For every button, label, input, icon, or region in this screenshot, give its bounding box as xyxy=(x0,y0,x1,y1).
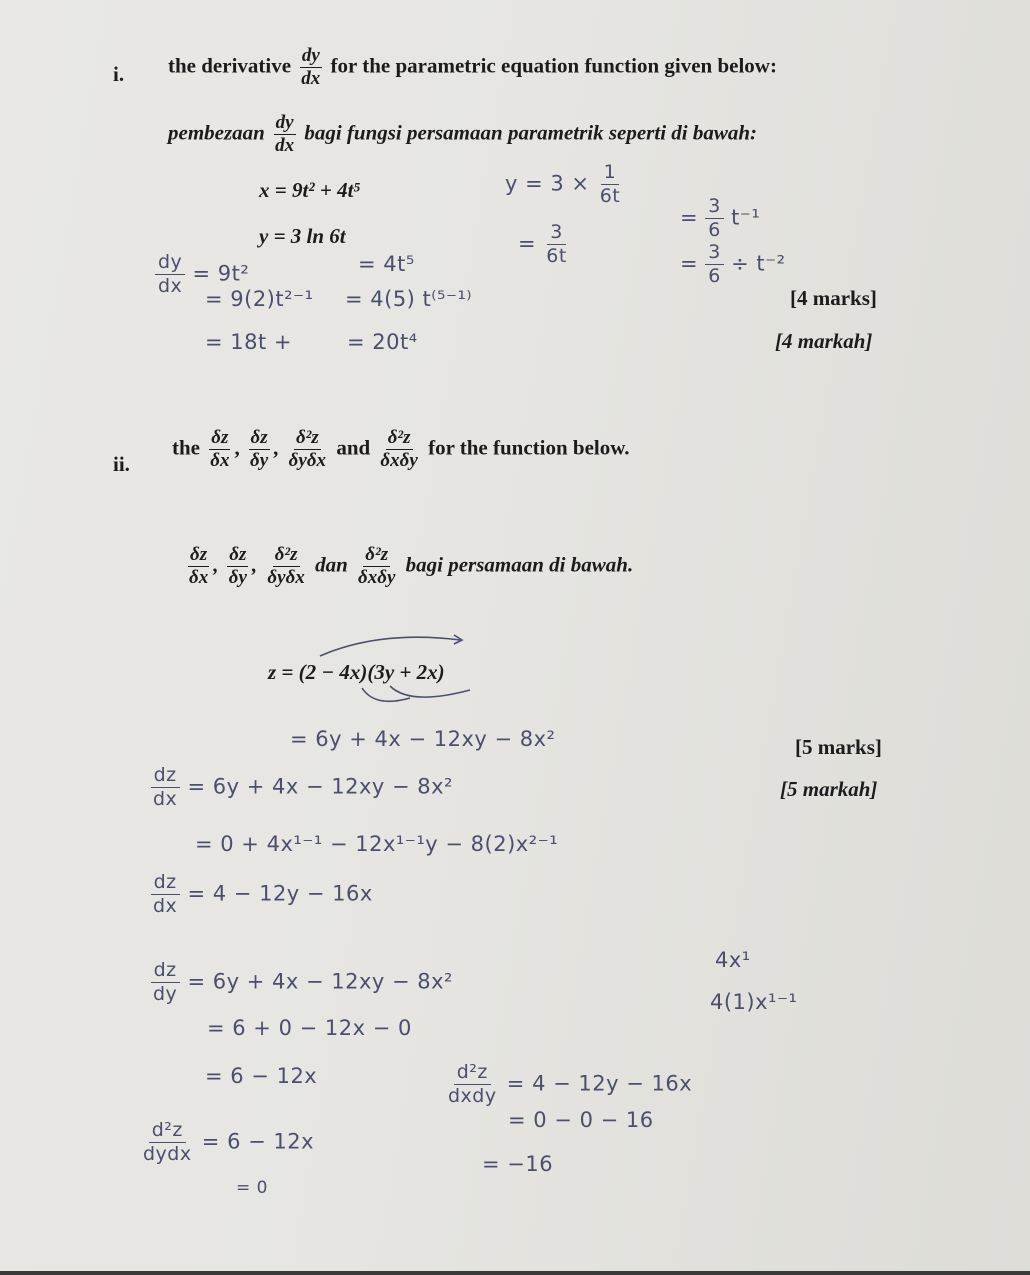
hw-y-step-t2: = $\frac{3}{6}$ ÷ t⁻² xyxy=(680,241,786,287)
question-2-malay-prompt: $\frac{\delta z}{\delta x}$ , $\frac{\delta z}{\delta y}$ , $\frac{\text{δ²z}}{\text{δyδx}}$ dan $\frac{\text{δ²z}}{\text{δxδy}}$ bagi persamaan di bawah. xyxy=(189,544,634,588)
question-1-prompt xyxy=(168,46,777,89)
q2-marks: [5 marks] xyxy=(795,735,882,759)
hw-dzdy-line1: $\frac{dz}{dy}$ = 6y + 4x − 12xy − 8x² xyxy=(150,960,453,1005)
q1-prompt-before: the derivative xyxy=(168,53,292,78)
hw-d1b: = 4t⁵ xyxy=(358,252,415,276)
hw-dzdy-line2: = 6 + 0 − 12x − 0 xyxy=(207,1016,412,1040)
hw-side-note-2: 4(1)x¹⁻¹ xyxy=(710,990,798,1014)
q2-markah: [5 markah] xyxy=(780,777,878,801)
hw-d2z-dxdy-line2: = 0 − 0 − 16 xyxy=(508,1108,654,1132)
question-1-number: i. xyxy=(113,62,125,86)
hw-y-step-2: = $\frac{3}{6t}$ xyxy=(518,221,567,267)
hw-dzdy-result: = 6 − 12x xyxy=(205,1064,318,1088)
dy-dx-fraction-malay: $\frac{dy}{dx}$ xyxy=(275,112,295,156)
dz-dy-fraction: $\frac{\delta z}{\delta y}$ xyxy=(249,427,269,471)
hw-y-step-t1: = $\frac{3}{6}$ t⁻¹ xyxy=(680,195,761,241)
q1-malay-before: pembezaan xyxy=(168,120,265,145)
hw-d2z-dydx-result: = 0 xyxy=(236,1178,268,1198)
q1-malay-after: bagi fungsi persamaan parametrik seperti di bawah: xyxy=(304,120,758,145)
equation-x: x = 9t² + 4t⁵ xyxy=(259,178,361,202)
hw-dydx-label: $\frac{dy}{dx}$ = 9t² xyxy=(155,252,249,297)
equation-z: z = (2 − 4x)(3y + 2x) xyxy=(268,660,445,684)
expansion-arrows xyxy=(300,628,490,708)
hw-z-expanded: = 6y + 4x − 12xy − 8x² xyxy=(290,727,556,751)
d2z-dxdy-fraction: $\frac{\text{δ²z}}{\text{δxδy}}$ xyxy=(380,427,418,471)
hw-y-rewrite: y = 3 × $\frac{1}{6t}$ xyxy=(505,161,621,207)
hw-d2: = 9(2)t²⁻¹ xyxy=(205,287,314,311)
hw-d2z-dydx: $\frac{\text{d²z}}{\text{dydx}}$ = 6 − 12x xyxy=(143,1119,315,1165)
hw-d2z-dxdy-result: = −16 xyxy=(482,1152,554,1176)
hw-dzdx-result: $\frac{dz}{dx}$ = 4 − 12y − 16x xyxy=(150,872,373,917)
hw-d2b: = 4(5) t⁽⁵⁻¹⁾ xyxy=(345,287,473,311)
question-2-number: ii. xyxy=(113,452,130,476)
hw-dzdx-line2: = 0 + 4x¹⁻¹ − 12x¹⁻¹y − 8(2)x²⁻¹ xyxy=(195,832,559,856)
dy-dx-fraction: $\frac{dy}{dx}$ xyxy=(301,45,321,89)
dz-dx-fraction: $\frac{\delta z}{\delta x}$ xyxy=(210,427,230,471)
d2z-dydx-fraction: $\frac{\text{δ²z}}{\text{δyδx}}$ xyxy=(288,427,327,471)
hw-d3b: = 20t⁴ xyxy=(347,330,418,354)
photo-bottom-edge xyxy=(0,1271,1030,1275)
hw-d2z-dxdy: $\frac{\text{d²z}}{\text{dxdy}}$ = 4 − 12y − 16x xyxy=(448,1061,693,1107)
equation-y: y = 3 ln 6t xyxy=(259,224,346,248)
hw-d3: = 18t + xyxy=(205,330,292,354)
question-2-prompt: the $\frac{\delta z}{\delta x}$ , $\frac{\delta z}{\delta y}$ , $\frac{\text{δ²z}}{\text{δyδx}}$ and $\frac{\text{δ²z}}{\text{δxδy}}$ for the function below. xyxy=(172,427,630,471)
q1-markah: [4 markah] xyxy=(775,329,873,353)
hw-dzdx-line1: $\frac{dz}{dx}$ = 6y + 4x − 12xy − 8x² xyxy=(150,765,453,810)
question-1-malay-prompt xyxy=(168,113,757,156)
q1-prompt-after: for the parametric equation function given below: xyxy=(330,53,777,78)
hw-side-note-1: 4x¹ xyxy=(715,948,751,972)
q1-marks: [4 marks] xyxy=(790,286,877,310)
